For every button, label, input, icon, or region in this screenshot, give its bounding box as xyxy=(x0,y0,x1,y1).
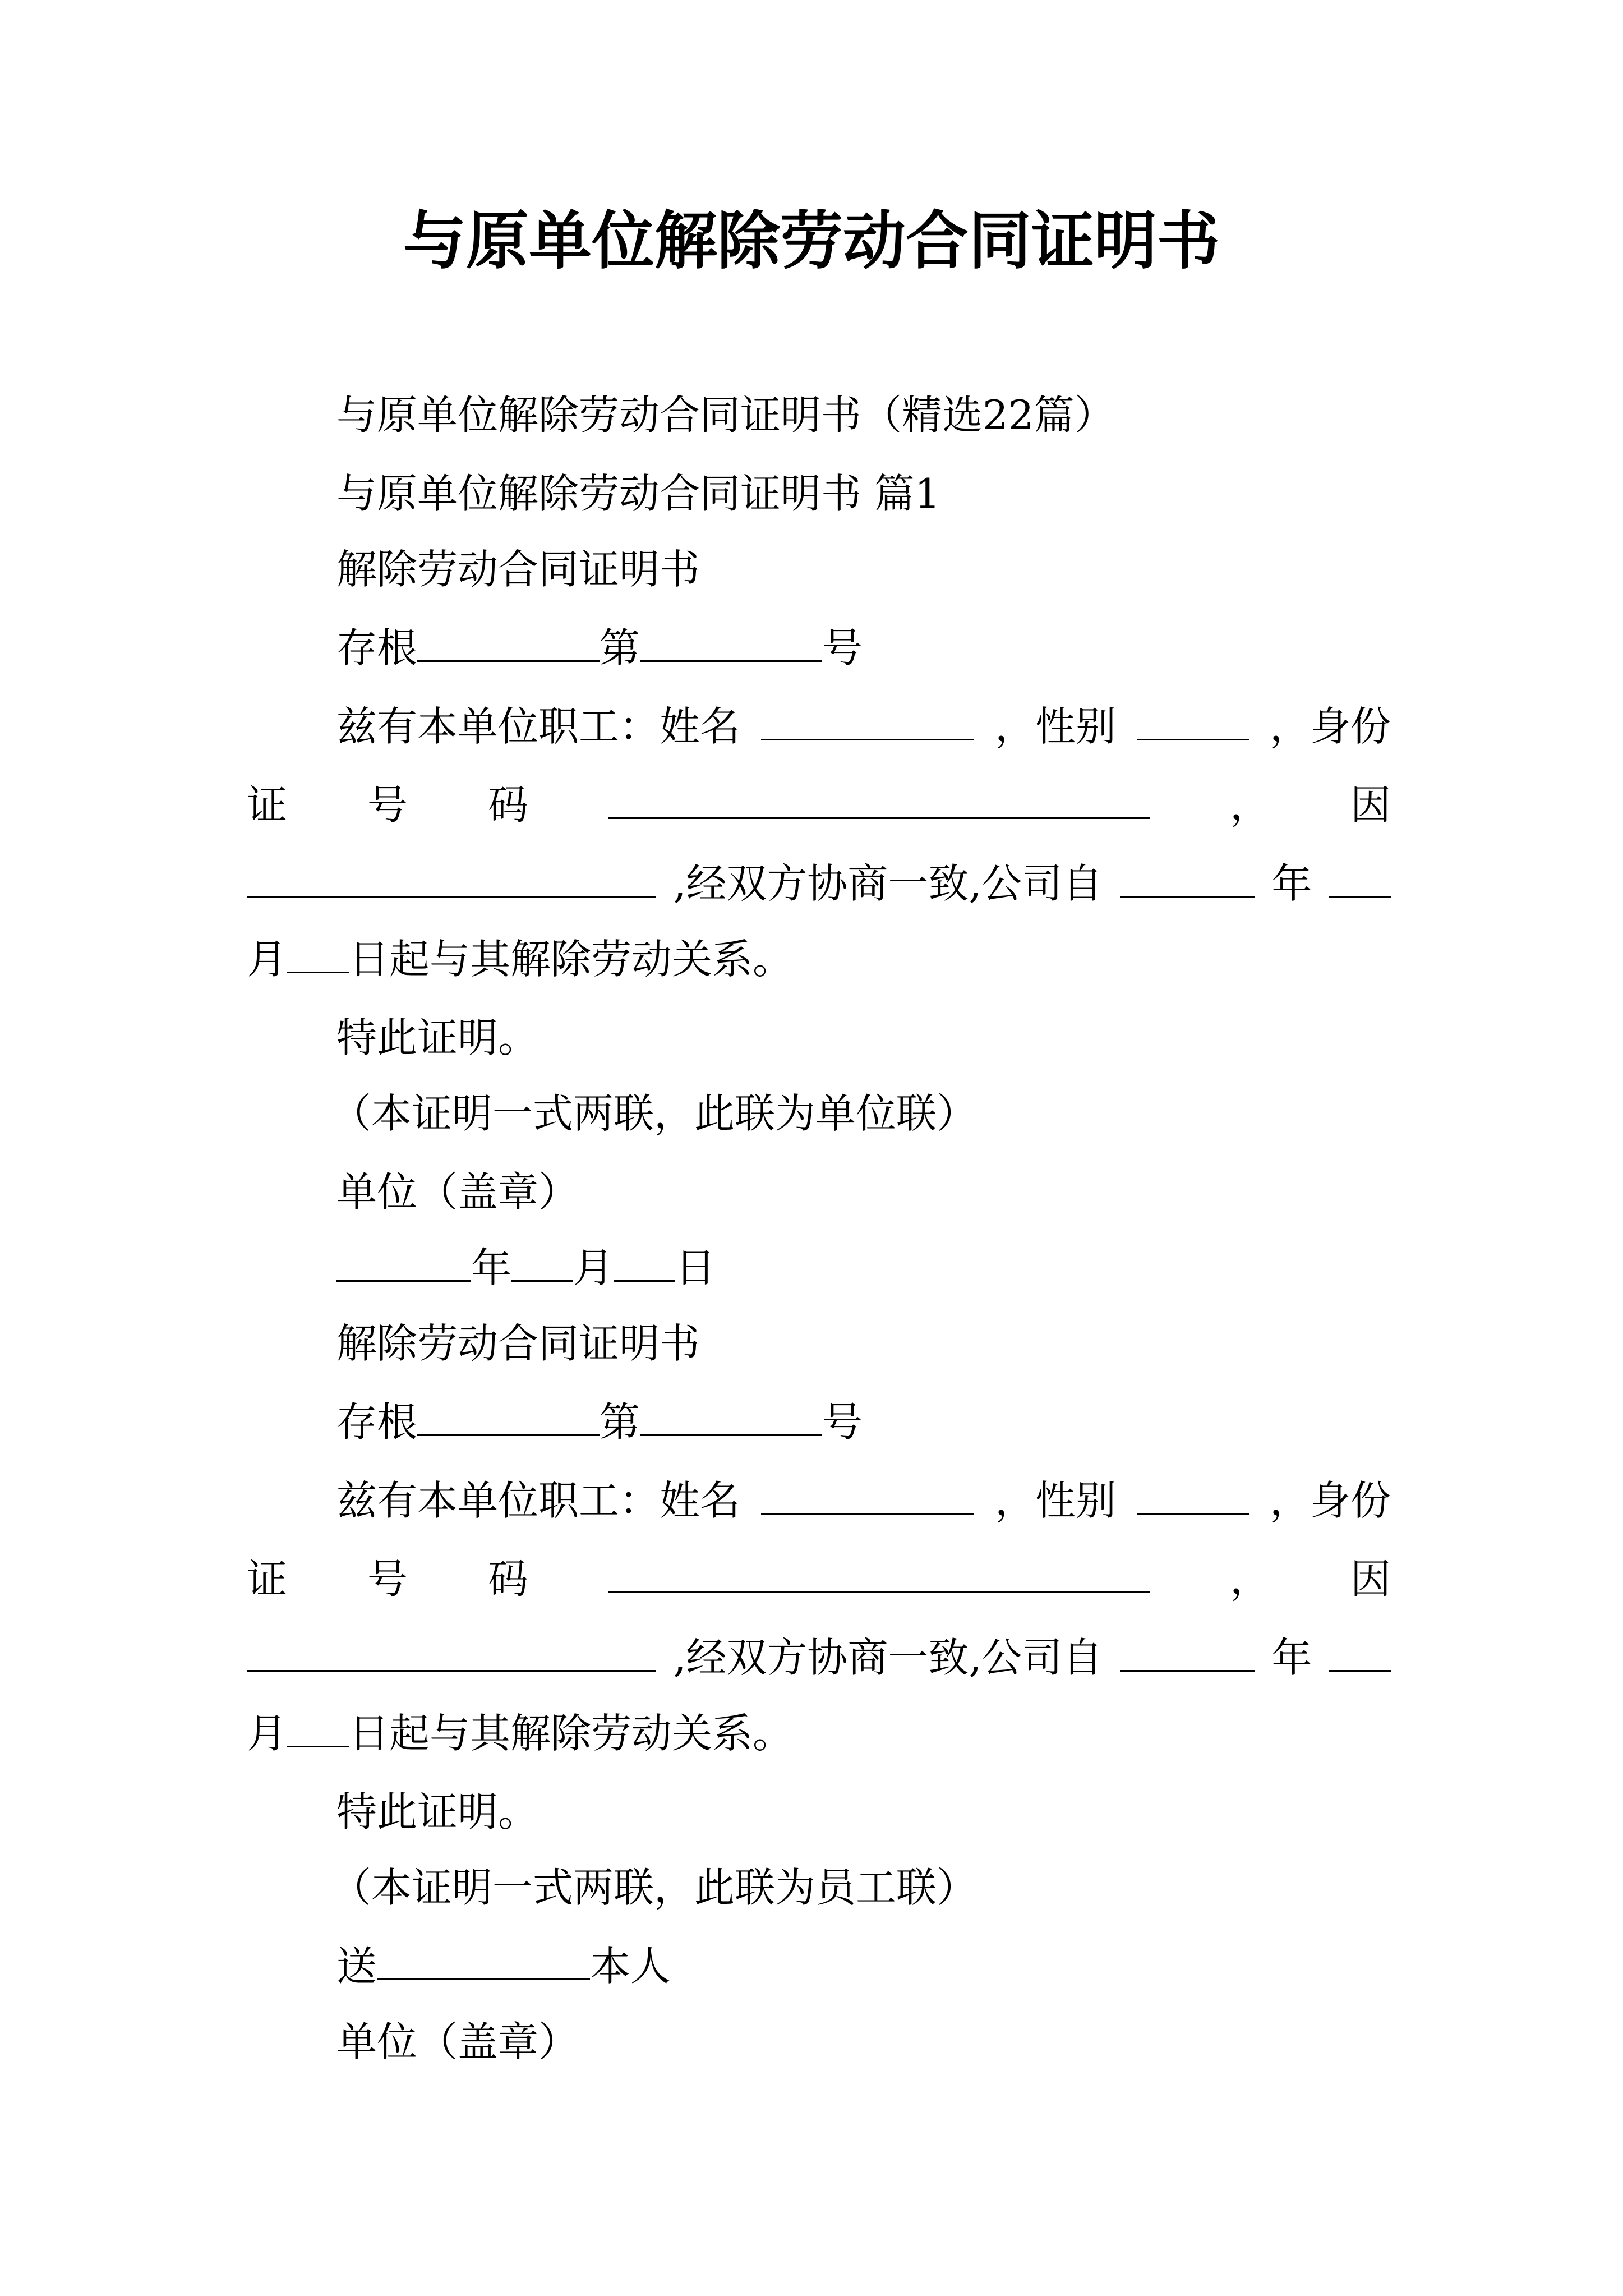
release-line xyxy=(247,1705,1391,1761)
article-heading xyxy=(247,466,1391,522)
reason-label: 因 xyxy=(1350,781,1391,829)
date-month-label: 月 xyxy=(573,1244,614,1291)
seal-text: 单位（盖章） xyxy=(336,2018,579,2065)
hereby-line xyxy=(247,1784,1391,1840)
year-label: 年 xyxy=(1271,860,1312,907)
stub-number-blank[interactable] xyxy=(640,1394,822,1436)
comma: ， xyxy=(1229,781,1270,829)
id-char: 证 xyxy=(247,1556,288,1603)
stub-number-suffix: 号 xyxy=(822,624,863,671)
certificate-heading xyxy=(247,1315,1391,1372)
comma: ， xyxy=(1229,1556,1270,1603)
stub-label: 存根 xyxy=(336,624,418,671)
gender-label: ，性别 xyxy=(994,703,1116,750)
id-number-blank[interactable] xyxy=(608,777,1150,819)
agreement-text: ,经双方协商一致,公司自 xyxy=(673,1634,1103,1681)
hereby-line xyxy=(247,1010,1391,1066)
month-blank[interactable] xyxy=(1329,1630,1391,1672)
agreement-line xyxy=(247,855,1391,912)
stub-line xyxy=(247,620,1391,676)
year-label: 年 xyxy=(1271,1634,1312,1681)
day-blank[interactable] xyxy=(287,931,349,973)
id-label-start: ，身份 xyxy=(1269,1477,1391,1524)
copy-note-text: （本证明一式两联，此联为单位联） xyxy=(331,1090,978,1137)
id-char: 号 xyxy=(367,781,408,829)
send-label: 送 xyxy=(336,1943,377,1990)
send-blank[interactable] xyxy=(377,1938,590,1980)
year-blank[interactable] xyxy=(1120,1630,1255,1672)
hereby-text: 特此证明。 xyxy=(336,1788,539,1835)
month-label: 月 xyxy=(247,936,288,983)
id-label-start: ，身份 xyxy=(1269,703,1391,750)
day-blank[interactable] xyxy=(287,1705,349,1747)
stub-blank[interactable] xyxy=(417,1394,600,1436)
id-char: 号 xyxy=(367,1556,408,1603)
agreement-text: ,经双方协商一致,公司自 xyxy=(673,860,1103,907)
certificate-heading xyxy=(247,541,1391,597)
hereby-text: 特此证明。 xyxy=(336,1014,539,1061)
stub-blank[interactable] xyxy=(417,620,600,662)
stub-number-blank[interactable] xyxy=(640,620,822,662)
date-month-blank[interactable] xyxy=(511,1240,573,1282)
seal-text: 单位（盖章） xyxy=(336,1168,579,1216)
intro-line xyxy=(247,387,1391,443)
stub-number-label: 第 xyxy=(600,1398,640,1446)
id-number-blank[interactable] xyxy=(608,1551,1150,1593)
id-char: 证 xyxy=(247,781,288,829)
date-day-label: 日 xyxy=(675,1244,716,1291)
copy-note xyxy=(247,1860,1391,1916)
date-year-label: 年 xyxy=(471,1244,512,1291)
employee-line xyxy=(247,698,1391,754)
stub-label: 存根 xyxy=(336,1398,418,1446)
release-line xyxy=(247,931,1391,987)
stub-line xyxy=(247,1394,1391,1450)
date-line xyxy=(247,1240,1391,1296)
gender-blank[interactable] xyxy=(1137,1473,1249,1515)
id-line xyxy=(247,1551,1391,1607)
name-blank[interactable] xyxy=(761,698,974,740)
month-label: 月 xyxy=(247,1710,288,1757)
copy-note-text: （本证明一式两联，此联为员工联） xyxy=(331,1864,978,1911)
reason-blank[interactable] xyxy=(247,1630,656,1672)
name-blank[interactable] xyxy=(761,1473,974,1515)
employee-line xyxy=(247,1473,1391,1529)
agreement-line xyxy=(247,1630,1391,1686)
year-blank[interactable] xyxy=(1120,855,1255,898)
send-suffix: 本人 xyxy=(590,1943,671,1990)
id-line xyxy=(247,777,1391,833)
certificate-heading-text: 解除劳动合同证明书 xyxy=(336,546,700,593)
page-title: 与原单位解除劳动合同证明书 xyxy=(403,205,1220,278)
intro-text: 与原单位解除劳动合同证明书（精选22篇） xyxy=(336,392,1115,439)
seal-line xyxy=(247,2014,1391,2070)
copy-note xyxy=(247,1085,1391,1142)
employee-label: 兹有本单位职工：姓名 xyxy=(336,703,741,750)
seal-line xyxy=(247,1164,1391,1220)
certificate-heading-text: 解除劳动合同证明书 xyxy=(336,1320,700,1367)
id-char: 码 xyxy=(488,1556,529,1603)
gender-blank[interactable] xyxy=(1137,698,1249,740)
reason-label: 因 xyxy=(1350,1556,1391,1603)
id-char: 码 xyxy=(488,781,529,829)
release-text: 日起与其解除劳动关系。 xyxy=(349,1710,794,1757)
date-year-blank[interactable] xyxy=(336,1240,471,1282)
article-heading-text: 与原单位解除劳动合同证明书 篇1 xyxy=(336,470,940,517)
gender-label: ，性别 xyxy=(994,1477,1116,1524)
stub-number-suffix: 号 xyxy=(822,1398,863,1446)
date-day-blank[interactable] xyxy=(614,1240,675,1282)
employee-label: 兹有本单位职工：姓名 xyxy=(336,1477,741,1524)
release-text: 日起与其解除劳动关系。 xyxy=(349,936,794,983)
send-line xyxy=(247,1938,1391,1994)
reason-blank[interactable] xyxy=(247,855,656,898)
month-blank[interactable] xyxy=(1329,855,1391,898)
stub-number-label: 第 xyxy=(600,624,640,671)
